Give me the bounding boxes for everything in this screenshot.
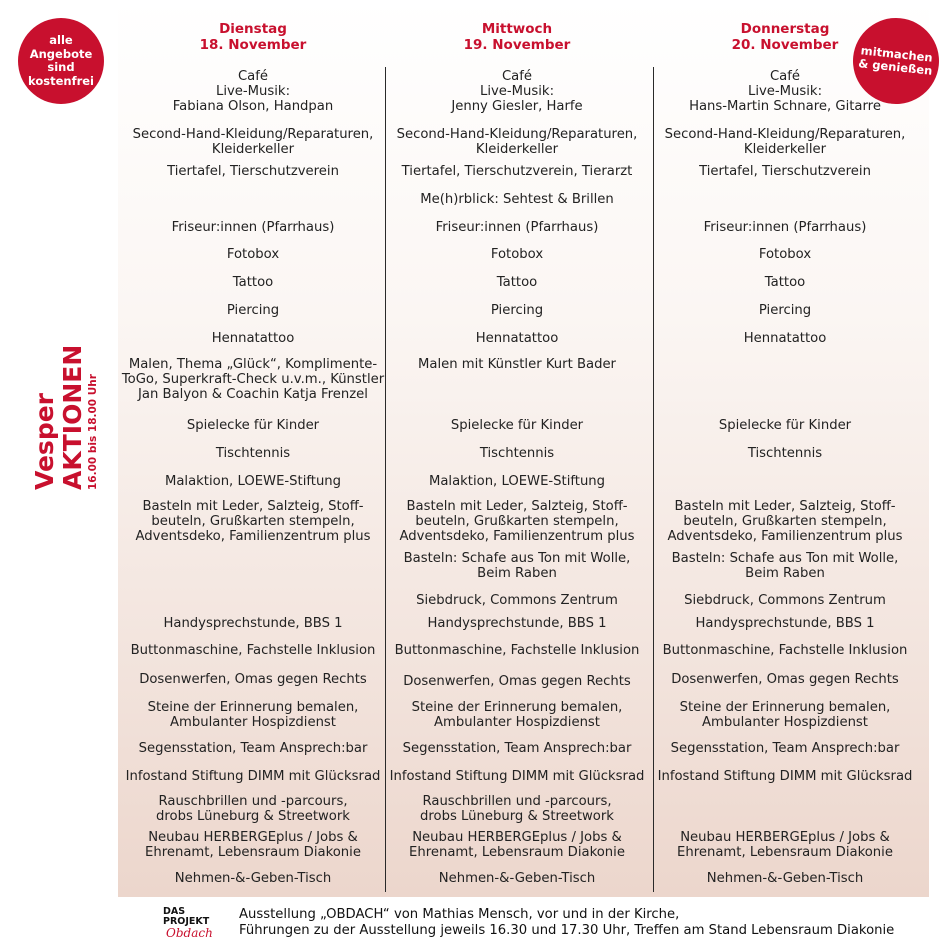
side-subtitle: 16.00 bis 18.00 Uhr	[87, 374, 99, 490]
activity-item: Basteln mit Leder, Salzteig, Stoff- beuteln, Grußkarten stempeln, Adventsdeko, Familienzentrum plus	[135, 499, 371, 544]
activity-item: Basteln: Schafe aus Ton mit Wolle, Beim Raben	[671, 551, 899, 581]
activity-item: Tattoo	[496, 275, 538, 290]
activity-item: Rauschbrillen und -parcours, drobs Lüneburg & Streetwork	[156, 794, 350, 824]
activity-item: Neubau HERBERGEplus / Jobs & Ehrenamt, Lebensraum Diakonie	[145, 830, 361, 860]
activity-item: Dosenwerfen, Omas gegen Rechts	[139, 672, 367, 687]
activity-item: Basteln: Schafe aus Ton mit Wolle, Beim Raben	[403, 551, 631, 581]
activity-item: Handysprechstunde, BBS 1	[163, 616, 343, 631]
logo-line: Obdach	[166, 926, 213, 940]
activity-item: Hennatattoo	[211, 331, 295, 346]
activity-item: Tattoo	[232, 275, 274, 290]
activity-item: Malen, Thema „Glück“, Komplimente- ToGo, Superkraft-Check u.v.m., Künstler Jan Balyon & Coachin Katja Frenzel	[121, 357, 385, 402]
day-date: 19. November	[463, 37, 571, 53]
activity-item: Spielecke für Kinder	[450, 418, 584, 433]
activity-item: Siebdruck, Commons Zentrum	[684, 593, 886, 608]
activity-item: Café Live-Musik: Jenny Giesler, Harfe	[451, 69, 583, 114]
logo-line: DAS	[163, 906, 186, 917]
activity-item: Fotobox	[490, 247, 544, 262]
day-date: 18. November	[199, 37, 307, 53]
activity-item: Second-Hand-Kleidung/Reparaturen, Kleiderkeller	[664, 127, 906, 157]
day-name: Mittwoch	[481, 21, 553, 37]
activity-item: Nehmen-&-Geben-Tisch	[174, 871, 332, 886]
activity-item: Friseur:innen (Pfarrhaus)	[703, 220, 867, 235]
activity-item: Dosenwerfen, Omas gegen Rechts	[403, 674, 631, 689]
day-date: 20. November	[731, 37, 839, 53]
activity-item: Tattoo	[764, 275, 806, 290]
activity-item: Fotobox	[226, 247, 280, 262]
activity-item: Basteln mit Leder, Salzteig, Stoff- beuteln, Grußkarten stempeln, Adventsdeko, Familienzentrum plus	[399, 499, 635, 544]
exhibition-note: Ausstellung „OBDACH“ von Mathias Mensch, vor und in der Kirche, Führungen zu der Ausstellung jeweils 16.30 und 17.30 Uhr, Treffen am Stand Lebensraum Diakonie	[239, 907, 895, 938]
activity-item: Nehmen-&-Geben-Tisch	[706, 871, 864, 886]
free-offers-badge	[18, 18, 104, 104]
activity-item: Second-Hand-Kleidung/Reparaturen, Kleiderkeller	[396, 127, 638, 157]
activity-item: Handysprechstunde, BBS 1	[695, 616, 875, 631]
activity-item: Hennatattoo	[743, 331, 827, 346]
day-header-wednesday	[384, 21, 650, 53]
free-offers-badge-text: alle Angebote sind kostenfrei	[28, 33, 94, 88]
activity-item: Spielecke für Kinder	[718, 418, 852, 433]
activity-item: Fotobox	[758, 247, 812, 262]
activity-item: Infostand Stiftung DIMM mit Glücksrad	[389, 769, 645, 784]
activity-item: Malen mit Künstler Kurt Bader	[418, 357, 616, 372]
day-name: Dienstag	[219, 21, 287, 37]
activity-item: Neubau HERBERGEplus / Jobs & Ehrenamt, Lebensraum Diakonie	[409, 830, 625, 860]
activity-item: Steine der Erinnerung bemalen, Ambulanter Hospizdienst	[411, 700, 623, 730]
activity-item: Buttonmaschine, Fachstelle Inklusion	[662, 643, 908, 658]
activity-item: Dosenwerfen, Omas gegen Rechts	[671, 672, 899, 687]
activity-item: Basteln mit Leder, Salzteig, Stoff- beuteln, Grußkarten stempeln, Adventsdeko, Familienzentrum plus	[667, 499, 903, 544]
activity-item: Infostand Stiftung DIMM mit Glücksrad	[125, 769, 381, 784]
side-heading	[10, 344, 120, 490]
activity-item: Spielecke für Kinder	[186, 418, 320, 433]
activity-item: Nehmen-&-Geben-Tisch	[438, 871, 596, 886]
side-title: Vesper AKTIONEN	[30, 344, 87, 490]
activity-item: Buttonmaschine, Fachstelle Inklusion	[130, 643, 376, 658]
activity-item: Tischtennis	[479, 446, 555, 461]
activity-item: Malaktion, LOEWE-Stiftung	[428, 474, 606, 489]
activity-item: Buttonmaschine, Fachstelle Inklusion	[394, 643, 640, 658]
activity-item: Neubau HERBERGEplus / Jobs & Ehrenamt, Lebensraum Diakonie	[677, 830, 893, 860]
activity-item: Tiertafel, Tierschutzverein	[699, 164, 871, 179]
activity-item: Tischtennis	[747, 446, 823, 461]
activity-item: Second-Hand-Kleidung/Reparaturen, Kleiderkeller	[132, 127, 374, 157]
activity-item: Handysprechstunde, BBS 1	[427, 616, 607, 631]
logo-line: PROJEKT	[163, 916, 210, 927]
activity-item: Piercing	[226, 303, 280, 318]
activity-item: Friseur:innen (Pfarrhaus)	[435, 220, 599, 235]
activity-item: Hennatattoo	[475, 331, 559, 346]
activity-item: Steine der Erinnerung bemalen, Ambulanter Hospizdienst	[147, 700, 359, 730]
activity-item: Segensstation, Team Ansprech:bar	[670, 741, 900, 756]
join-in-badge-text: mitmachen & genießen	[857, 42, 934, 78]
activity-item: Segensstation, Team Ansprech:bar	[138, 741, 368, 756]
day-header-tuesday	[120, 21, 386, 53]
projekt-obdach-logo	[163, 907, 225, 943]
activity-item: Café Live-Musik: Hans-Martin Schnare, Gitarre	[689, 69, 881, 114]
activity-item: Tischtennis	[215, 446, 291, 461]
activity-item: Malaktion, LOEWE-Stiftung	[164, 474, 342, 489]
activity-item: Siebdruck, Commons Zentrum	[416, 593, 618, 608]
activity-item: Piercing	[490, 303, 544, 318]
activity-item: Segensstation, Team Ansprech:bar	[402, 741, 632, 756]
activity-item: Café Live-Musik: Fabiana Olson, Handpan	[172, 69, 334, 114]
day-header-thursday	[652, 21, 918, 53]
day-name: Donnerstag	[740, 21, 830, 37]
activity-item: Steine der Erinnerung bemalen, Ambulanter Hospizdienst	[679, 700, 891, 730]
activity-item: Friseur:innen (Pfarrhaus)	[171, 220, 335, 235]
activity-item: Piercing	[758, 303, 812, 318]
activity-item: Rauschbrillen und -parcours, drobs Lüneburg & Streetwork	[420, 794, 614, 824]
activity-item: Tiertafel, Tierschutzverein, Tierarzt	[401, 164, 633, 179]
activity-item: Me(h)rblick: Sehtest & Brillen	[420, 192, 614, 207]
activity-item: Tiertafel, Tierschutzverein	[167, 164, 339, 179]
activity-item: Infostand Stiftung DIMM mit Glücksrad	[657, 769, 913, 784]
